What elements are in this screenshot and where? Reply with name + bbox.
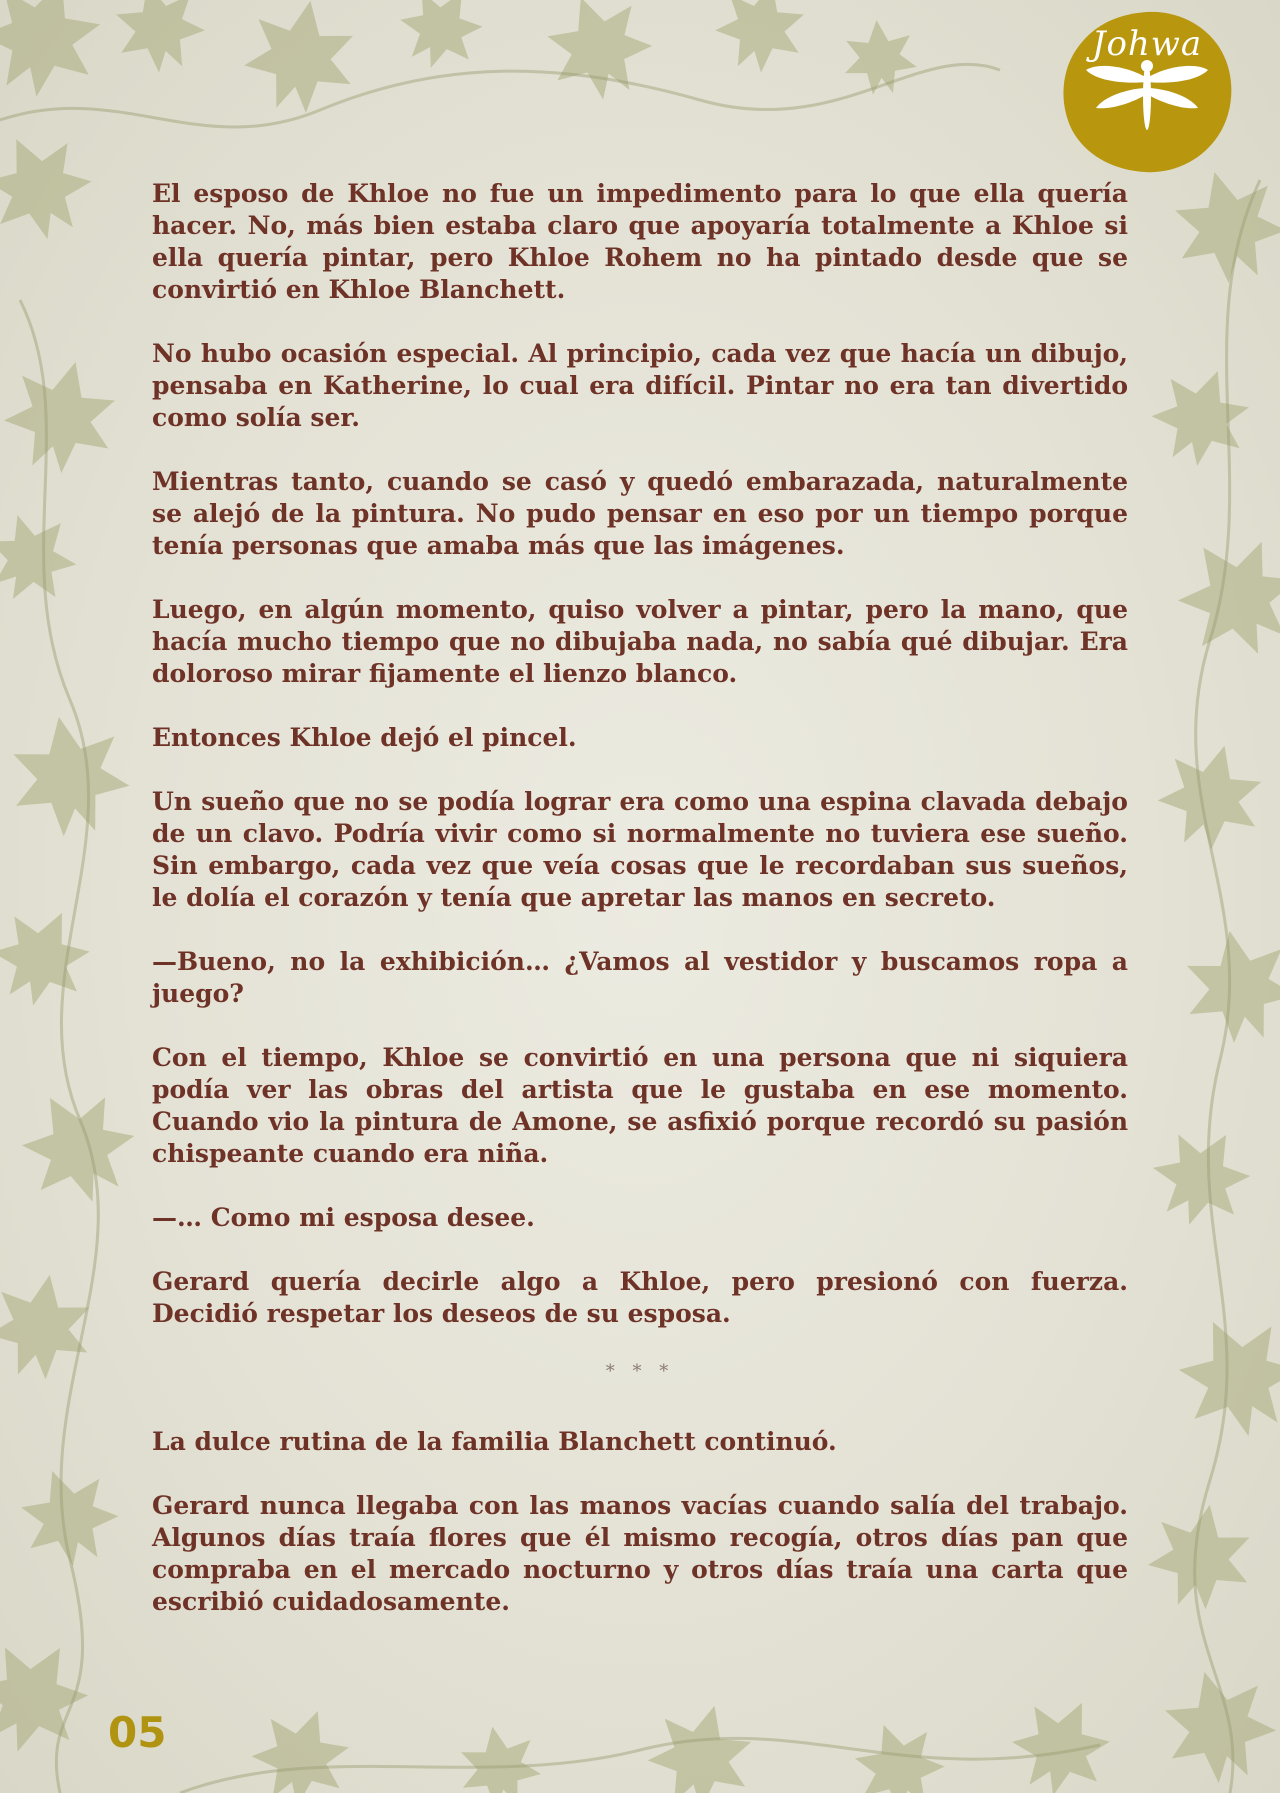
paragraph: El esposo de Khloe no fue un impedimento para lo que ella quería hacer. No, más bien estaba claro que apoyaría totalmente a Khloe si ella quería pintar, pero Khloe Rohem no ha pintado desde que se convirtió en Khloe Blanchett. (152, 179, 1128, 304)
paragraph: Gerard nunca llegaba con las manos vacías cuando salía del trabajo. Algunos días traía flores que él mismo recogía, otros días pan que compraba en el mercado nocturno y otros días traía una carta que escribió cuidadosamente. (152, 1491, 1128, 1616)
page-number: 05 (108, 1708, 167, 1757)
paragraph: Un sueño que no se podía lograr era como una espina clavada debajo de un clavo. Podría vivir como si normalmente no tuviera ese sueño. Sin embargo, cada vez que veía cosas que le recordaban sus sueños, le dolía el corazón y tenía que apretar las manos en secreto. (152, 787, 1128, 912)
logo-text: Johwa (1091, 24, 1203, 64)
logo (1058, 8, 1236, 176)
paragraph: La dulce rutina de la familia Blanchett continuó. (152, 1427, 837, 1456)
paragraph: Entonces Khloe dejó el pincel. (152, 723, 577, 752)
paragraph: —Bueno, no la exhibición… ¿Vamos al vestidor y buscamos ropa a juego? (152, 947, 1128, 1008)
story-text (152, 178, 1128, 1650)
paragraph: Mientras tanto, cuando se casó y quedó embarazada, naturalmente se alejó de la pintura. No pudo pensar en eso por un tiempo porque tenía personas que amaba más que las imágenes. (152, 467, 1128, 560)
paragraph: Gerard quería decirle algo a Khloe, pero presionó con fuerza. Decidió respetar los deseos de su esposa. (152, 1267, 1128, 1328)
paragraph: No hubo ocasión especial. Al principio, cada vez que hacía un dibujo, pensaba en Katherine, lo cual era difícil. Pintar no era tan divertido como solía ser. (152, 339, 1128, 432)
paragraph: Con el tiempo, Khloe se convirtió en una persona que ni siquiera podía ver las obras del artista que le gustaba en ese momento. Cuando vio la pintura de Amone, se asfixió porque recordó su pasión chispeante cuando era niña. (152, 1043, 1128, 1168)
paragraph: —… Como mi esposa desee. (152, 1203, 535, 1232)
paragraph: Luego, en algún momento, quiso volver a pintar, pero la mano, que hacía mucho tiempo que no dibujaba nada, no sabía qué dibujar. Era doloroso mirar fijamente el lienzo blanco. (152, 595, 1128, 688)
scene-divider: * * * (605, 1361, 675, 1382)
